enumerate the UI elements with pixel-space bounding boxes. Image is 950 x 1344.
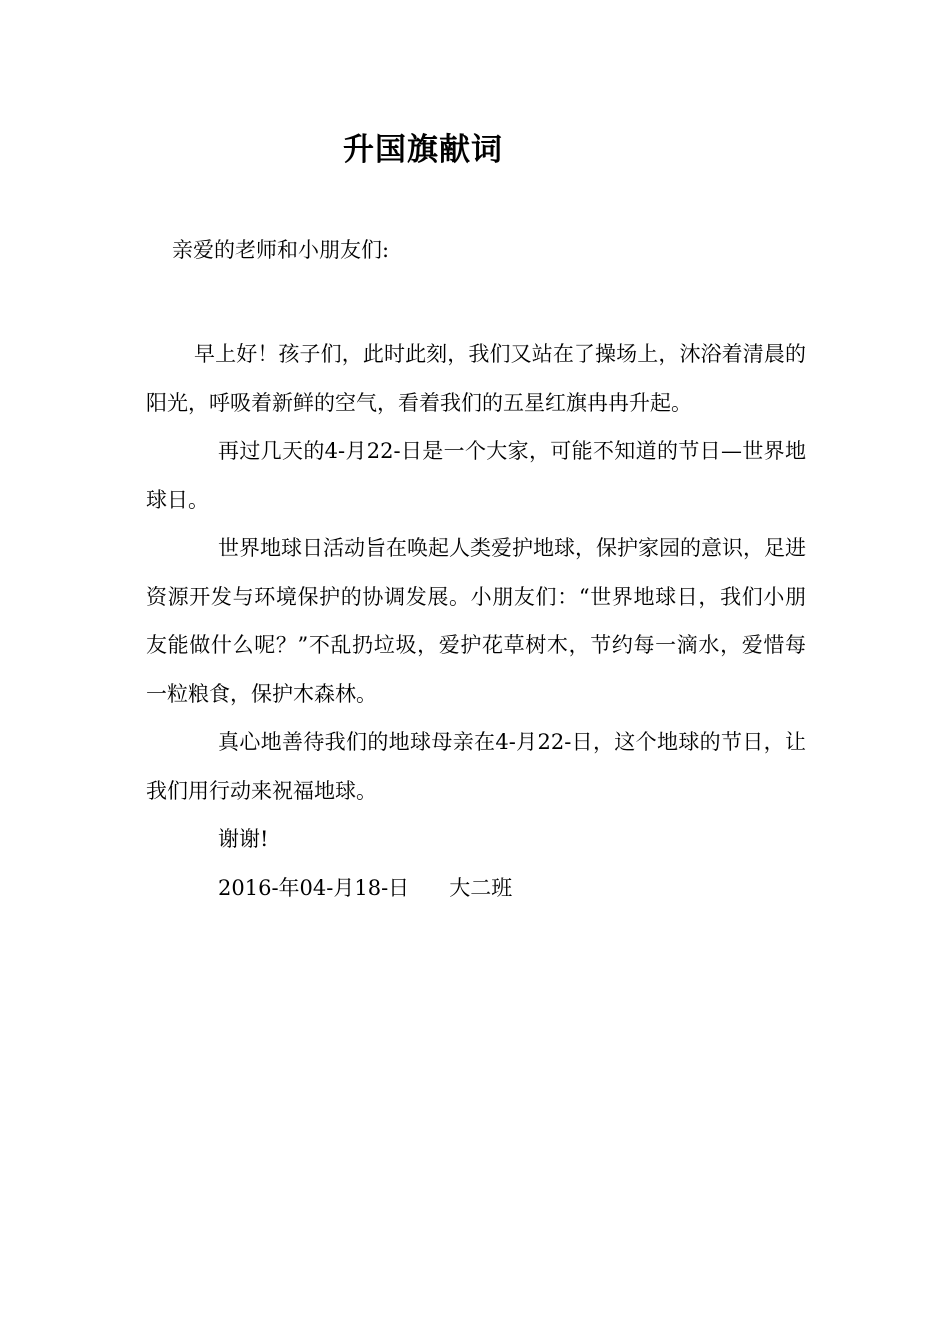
signature-gap bbox=[409, 876, 449, 900]
paragraph-earth-day-intro: 再过几天的4-月22-日是一个大家，可能不知道的节日—世界地球日。 bbox=[146, 439, 806, 512]
paragraph-greeting: 早上好！孩子们，此时此刻，我们又站在了操场上，沐浴着清晨的阳光，呼吸着新鲜的空气，看着我们的五星红旗冉冉升起。 bbox=[146, 342, 806, 415]
signature-class: 大二班 bbox=[449, 875, 513, 900]
salutation: 亲爱的老师和小朋友们: bbox=[172, 238, 390, 262]
signature-date: 2016-年04-月18-日 bbox=[218, 875, 410, 900]
paragraph-call-to-action: 真心地善待我们的地球母亲在4-月22-日，这个地球的节日，让我们用行动来祝福地球。 bbox=[146, 730, 806, 803]
signature-line bbox=[146, 864, 806, 913]
document-title: 升国旗献词 bbox=[343, 132, 503, 168]
closing-thanks: 谢谢! bbox=[218, 827, 269, 851]
document-body bbox=[146, 330, 806, 912]
paragraph-earth-day-purpose: 世界地球日活动旨在唤起人类爱护地球，保护家园的意识，足进资源开发与环境保护的协调发展。小朋友们：“世界地球日，我们小朋友能做什么呢？”不乱扔垃圾，爱护花草树木，节约每一滴水，爱惜每一粒粮食，保护木森林。 bbox=[146, 536, 806, 706]
